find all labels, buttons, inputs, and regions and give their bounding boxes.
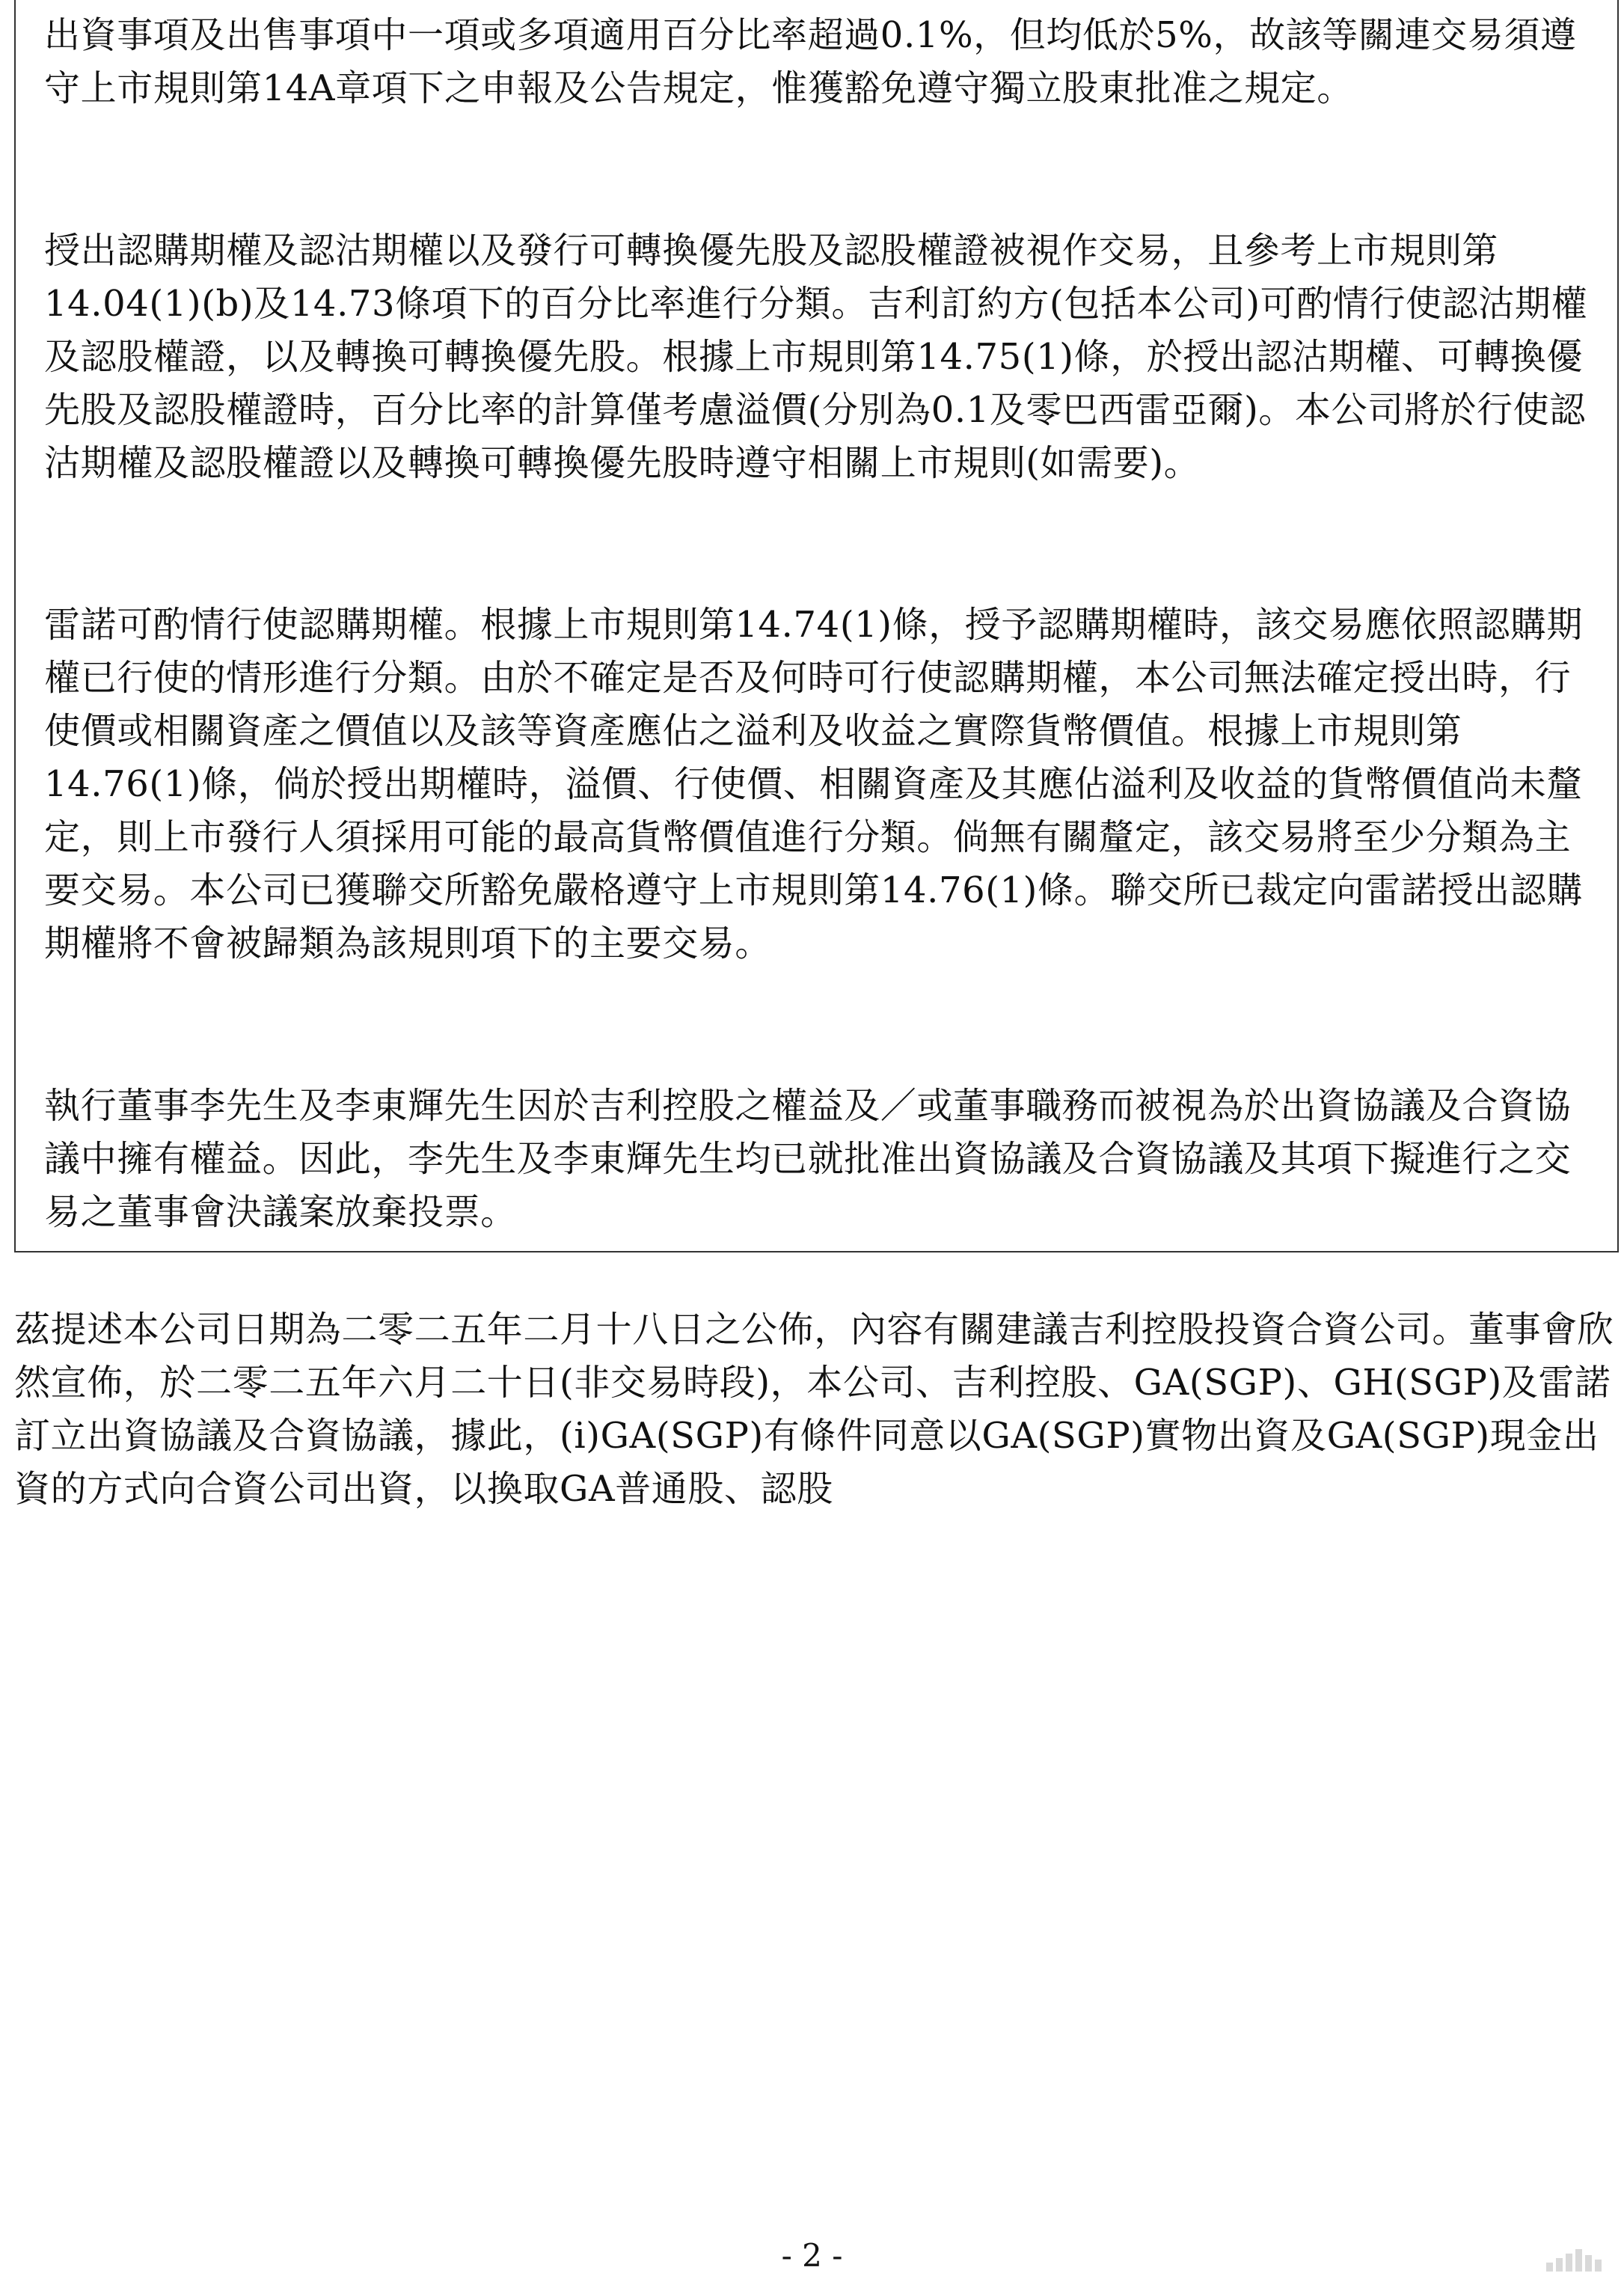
page-number: - 2 - [781, 2237, 843, 2274]
watermark-icon [1546, 2249, 1605, 2272]
box-paragraph-2: 授出認購期權及認沽期權以及發行可轉換優先股及認股權證被視作交易，且參考上市規則第14.04(1)(b)及14.73條項下的百分比率進行分類。吉利訂約方(包括本公司)可酌情行使認沽期權及認股權證，以及轉換可轉換優先股。根據上市規則第14.75(1)條，於授出認沽期權、可轉換優先股及認股權證時，百分比率的計算僅考慮溢價(分別為0.1及零巴西雷亞爾)。本公司將於行使認沽期權及認股權證以及轉換可轉換優先股時遵守相關上市規則(如需要)。 [44, 230, 1588, 484]
box-paragraph-1: 出資事項及出售事項中一項或多項適用百分比率超過0.1%，但均低於5%，故該等關連交易須遵守上市規則第14A章項下之申報及公告規定，惟獲豁免遵守獨立股東批准之規定。 [44, 14, 1577, 109]
highlight-box [14, 0, 1619, 1252]
body-paragraph: 茲提述本公司日期為二零二五年二月十八日之公佈，內容有關建議吉利控股投資合資公司。董事會欣然宣佈，於二零二五年六月二十日(非交易時段)，本公司、吉利控股、GA(SGP)、GH(SGP)及雷諾訂立出資協議及合資協議，據此，(i)GA(SGP)有條件同意以GA(SGP)實物出資及GA(SGP)現金出資的方式向合資公司出資，以換取GA普通股、認股 [14, 1309, 1614, 1510]
box-paragraph-4: 執行董事李先生及李東輝先生因於吉利控股之權益及／或董事職務而被視為於出資協議及合資協議中擁有權益。因此，李先生及李東輝先生均已就批准出資協議及合資協議及其項下擬進行之交易之董事會決議案放棄投票。 [44, 1085, 1572, 1233]
box-paragraph-3: 雷諾可酌情行使認購期權。根據上市規則第14.74(1)條，授予認購期權時，該交易應依照認購期權已行使的情形進行分類。由於不確定是否及何時可行使認購期權，本公司無法確定授出時，行使價或相關資產之價值以及該等資產應佔之溢利及收益之實際貨幣價值。根據上市規則第14.76(1)條，倘於授出期權時，溢價、行使價、相關資產及其應佔溢利及收益的貨幣價值尚未釐定，則上市發行人須採用可能的最高貨幣價值進行分類。倘無有關釐定，該交易將至少分類為主要交易。本公司已獲聯交所豁免嚴格遵守上市規則第14.76(1)條。聯交所已裁定向雷諾授出認購期權將不會被歸類為該規則項下的主要交易。 [44, 604, 1584, 964]
